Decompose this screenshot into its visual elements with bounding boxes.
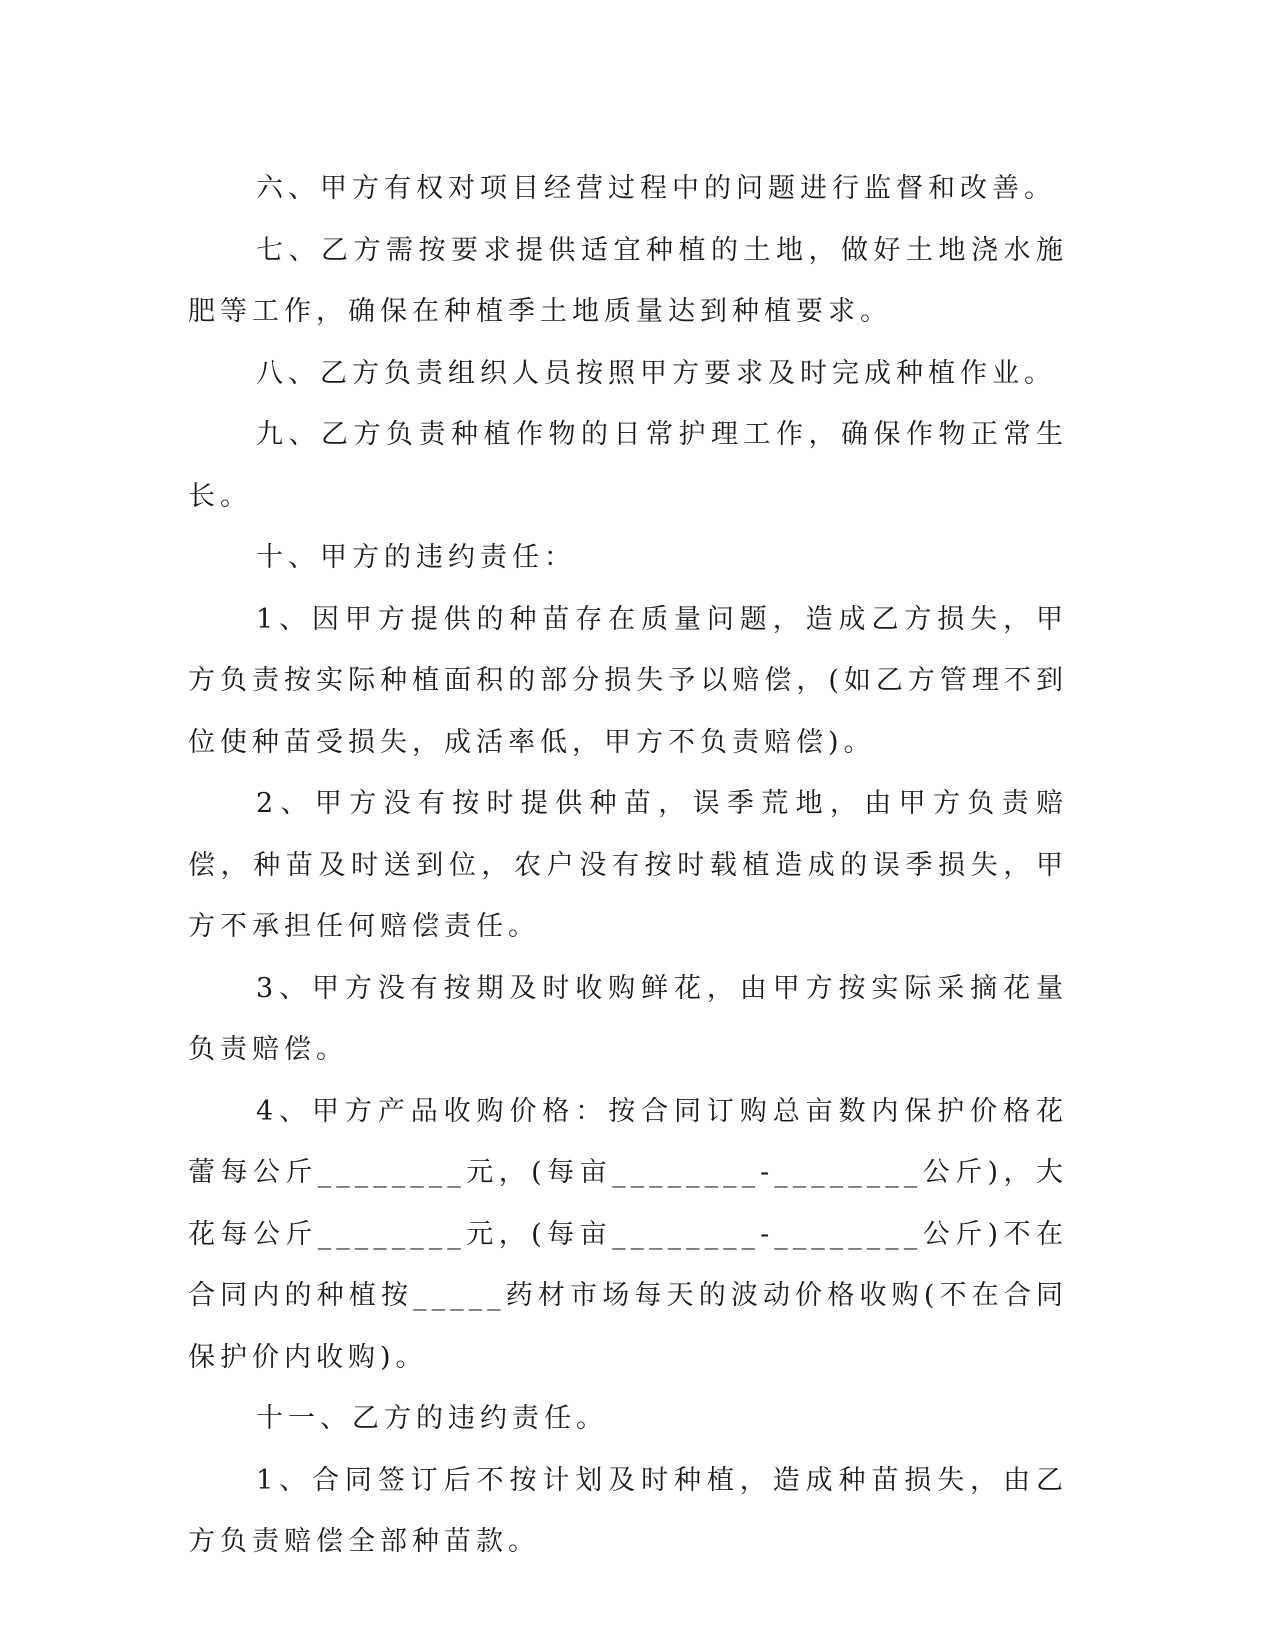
- paragraph-clause-7: 七、乙方需按要求提供适宜种植的土地，做好土地浇水施肥等工作，确保在种植季土地质量达到种植要求。: [188, 234, 1068, 327]
- paragraph-clause-8: 八、乙方负责组织人员按照甲方要求及时完成种植作业。: [256, 357, 1056, 389]
- paragraph-clause-10-heading: 十、甲方的违约责任：: [256, 542, 576, 573]
- document-body: [188, 158, 1068, 1573]
- paragraph-clause-9: 九、乙方负责种植作物的日常护理工作，确保作物正常生长。: [188, 419, 1068, 512]
- paragraph-clause-10-item-3: 3、甲方没有按期及时收购鲜花，由甲方按实际采摘花量负责赔偿。: [188, 972, 1068, 1065]
- paragraph-clause-11-heading: 十一、乙方的违约责任。: [256, 1403, 608, 1434]
- paragraph-clause-10-item-2: 2、甲方没有按时提供种苗，误季荒地，由甲方负责赔偿，种苗及时送到位，农户没有按时载植造成的误季损失，甲方不承担任何赔偿责任。: [188, 788, 1068, 942]
- paragraph-clause-10-item-1: 1、因甲方提供的种苗存在质量问题，造成乙方损失，甲方负责按实际种植面积的部分损失予以赔偿，(如乙方管理不到位使种苗受损失，成活率低，甲方不负责赔偿)。: [188, 603, 1068, 758]
- paragraph-clause-6: 六、甲方有权对项目经营过程中的问题进行监督和改善。: [256, 173, 1056, 204]
- paragraph-clause-10-item-4: 4、甲方产品收购价格：按合同订购总亩数内保护价格花蕾每公斤________元，(每亩________-________公斤)，大花每公斤________元，(每亩________-________公斤)不在合同内的种植按_____药材市场每天的波动价格收购(不在合同保护价内收购)。: [188, 1095, 1068, 1373]
- paragraph-clause-11-item-1: 1、合同签订后不按计划及时种植，造成种苗损失，由乙方负责赔偿全部种苗款。: [188, 1464, 1068, 1557]
